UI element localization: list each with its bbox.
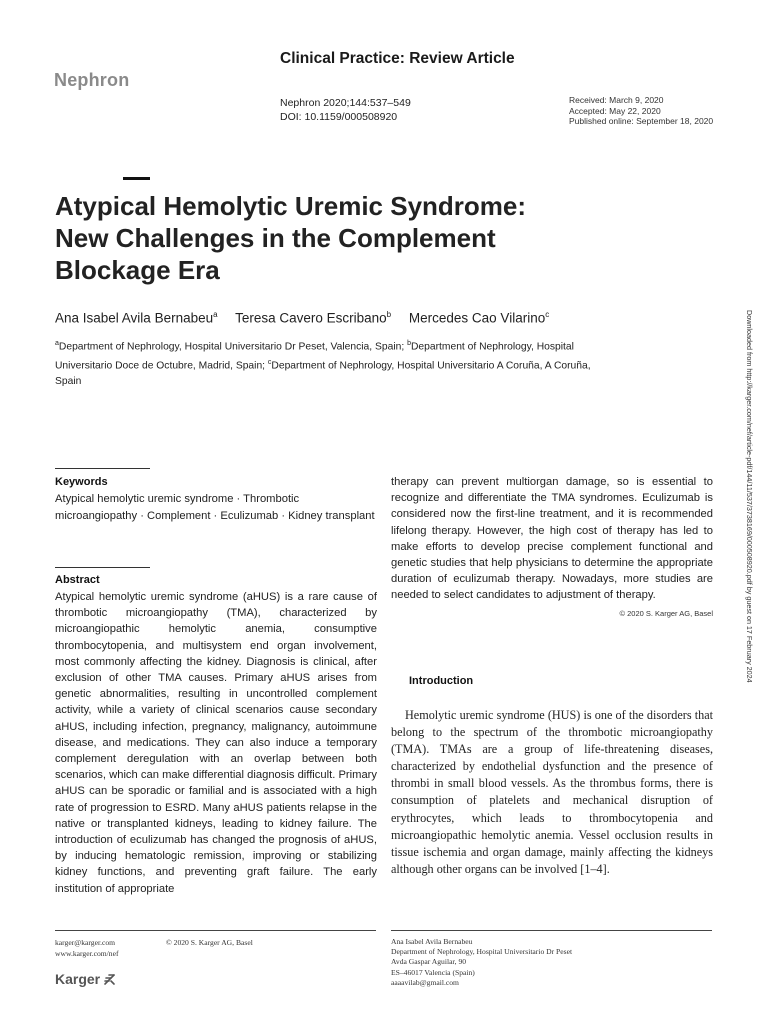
- published-date: Published online: September 18, 2020: [569, 116, 714, 126]
- author-affiliation-mark: c: [545, 310, 550, 319]
- abstract-heading: Abstract: [55, 574, 100, 586]
- article-dates: [569, 95, 713, 127]
- abstract-copyright: © 2020 S. Karger AG, Basel: [619, 608, 713, 618]
- download-side-note: Downloaded from http://karger.com/nef/article-pdf/144/11/537/3738169/000508920.pdf by guest on 17 February 2024: [745, 310, 754, 683]
- footer-website[interactable]: www.karger.com/nef: [55, 948, 119, 958]
- publisher-logo: [55, 971, 116, 987]
- affiliation-mark: b: [407, 340, 411, 347]
- received-date: Received: March 9, 2020: [569, 95, 664, 105]
- footer-rule-right: [391, 930, 712, 931]
- author-name: Ana Isabel Avila Bernabeu: [55, 310, 214, 326]
- abstract-rule: [55, 567, 150, 568]
- publisher-logo-text: Karger: [55, 971, 101, 987]
- abstract-text-left-column: Atypical hemolytic uremic syndrome (aHUS) is a rare cause of thrombotic microangiopathy (TMA), characterized by microangiopathic hemolytic anemia, consumptive thrombocytopenia, and multisystem end organ involvement, most commonly affecting the kidney. Diagnosis is clinical, after exclusion of other TMA causes. Primary aHUS arises from genetic abnormalities, resulting in uncontrolled complement activity, while a variety of clinical scenarios cause secondary aHUS, including infection, pregnancy, malignancy, autoimmune disease, and medications. They can also induce a temporary complement deregulation with an overlap between both scenarios, which can make differential diagnosis difficult. Primary aHUS can be sporadic or familial and is associated with a high rate of progression to ESRD. Many aHUS patients relapse in the native or transplanted kidneys, leading to kidney failure. The introduction of eculizumab has changed the prognosis of aHUS, by inducing hematologic remission, improving or stabilizing kidney functions, and preventing graft failure. The early institution of appropriate: [55, 591, 377, 895]
- correspondence-city: ES–46017 Valencia (Spain): [391, 967, 475, 977]
- citation-doi[interactable]: DOI: 10.1159/000508920: [280, 111, 398, 123]
- article-section-label: Clinical Practice: Review Article: [280, 50, 515, 67]
- keywords-rule: [55, 468, 150, 469]
- footer-contact: [55, 938, 118, 959]
- title-line-3: Blockage Era: [55, 255, 220, 285]
- correspondence-address: [391, 937, 572, 988]
- author-affiliation-mark: a: [213, 310, 218, 319]
- citation-volume: Nephron 2020;144:537–549: [280, 97, 411, 109]
- introduction-heading: Introduction: [409, 675, 474, 687]
- author-name: Teresa Cavero Escribano: [235, 310, 387, 326]
- keywords-heading: Keywords: [55, 476, 108, 488]
- title-line-2: New Challenges in the Complement: [55, 223, 496, 253]
- footer-email[interactable]: karger@karger.com: [55, 938, 116, 947]
- author-affiliation-mark: b: [386, 310, 392, 319]
- correspondence-street: Avda Gaspar Aguilar, 90: [391, 957, 467, 967]
- correspondence-department: Department of Nephrology, Hospital Universitario Dr Peset: [391, 947, 573, 957]
- footer-rule-left: [55, 930, 376, 931]
- karger-star-icon: [102, 972, 116, 986]
- abstract-continuation: therapy can prevent multiorgan damage, so is essential to recognize and differentiate the TMA syndromes. Eculizumab is considered now the first-line treatment, and it is recommended lifelong therapy. However, the high cost of therapy has led to make efforts to develop precise complement functional and genetic studies that help physicians to determine the appropriate duration of eculizumab therapy. Nowadays, more studies are needed to select candidates to adjustment of therapy.: [391, 476, 713, 602]
- correspondence-name: Ana Isabel Avila Bernabeu: [391, 937, 473, 946]
- introduction-paragraph: Hemolytic uremic syndrome (HUS) is one of the disorders that belong to the spectrum of the thrombotic microangiopathy (TMA). TMAs are a group of life-threatening diseases, characterized by endothelial dysfunction and the presence of thrombi in small blood vessels. As the thrombus forms, there is consumption of platelets and mechanical disruption of erythrocytes, which leads to thrombocytopenia and microangiopathic hemolytic anemia. Vessel occlusion results in tissue ischemia and organ damage, mainly affecting the kidneys although other organs can be involved [1–4].: [391, 708, 713, 876]
- accepted-date: Accepted: May 22, 2020: [569, 105, 661, 116]
- abstract-text-right-column: [391, 474, 713, 622]
- title-accent-rule: [123, 177, 150, 180]
- affiliation-b: Department of Nephrology, Hospital Universitario Doce de Octubre, Madrid, Spain;: [55, 341, 574, 372]
- affiliation-mark: a: [55, 340, 59, 347]
- title-line-1: Atypical Hemolytic Uremic Syndrome:: [55, 191, 527, 221]
- affiliation-mark: c: [267, 358, 272, 366]
- article-title: [55, 190, 655, 286]
- affiliation-c: Department of Nephrology, Hospital Universitario A Coruña, A Coruña, Spain: [55, 360, 591, 387]
- correspondence-email[interactable]: aaaavilab@gmail.com: [391, 977, 459, 987]
- affiliations: [55, 336, 615, 389]
- journal-name: Nephron: [54, 70, 130, 90]
- keywords-text: Atypical hemolytic uremic syndrome · Thrombotic microangiopathy · Complement · Eculizumab · Kidney transplant: [55, 493, 375, 522]
- affiliation-a: Department of Nephrology, Hospital Universitario Dr Peset, Valencia, Spain;: [58, 341, 408, 353]
- author-name: Mercedes Cao Vilarino: [408, 310, 546, 326]
- footer-copyright: © 2020 S. Karger AG, Basel: [166, 938, 253, 947]
- author-list: [55, 310, 549, 326]
- citation-block: [280, 96, 411, 124]
